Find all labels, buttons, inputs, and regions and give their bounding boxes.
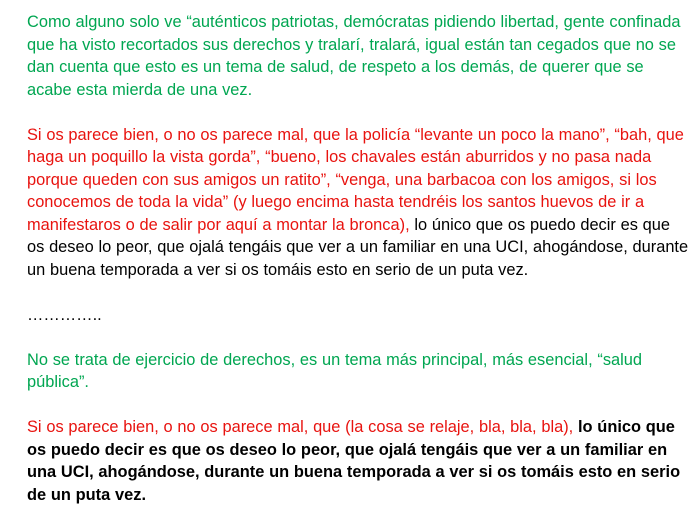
paragraph-police-red-text: Si os parece bien, o no os parece mal, que la policía “levante un poco la mano”, “bah, que haga un poquillo la vista gorda”, “bueno, los chavales están aburridos y no pasa nada porque queden con sus amigos un ratito”, “venga, una barbacoa con los amigos, si los conocemos de toda la vida” (y luego encima hasta tendréis los santos huevos de ir a manifestaros o de salir por aquí a montar la bronca), [27,125,684,234]
paragraph-closing [27,416,690,506]
paragraph-police-black-text: lo único que os puedo decir es que os deseo lo peor, que ojalá tengáis que ver a un familiar en una UCI, ahogándose, durante un buena temporada a ver si os tomáis esto en serio de un puta vez. [27,215,689,279]
paragraph-closing-red-text: Si os parece bien, o no os parece mal, que (la cosa se relaje, bla, bla, bla), [27,418,574,436]
document-body [27,11,690,529]
paragraph-intro: Como alguno solo ve “auténticos patriotas, demócratas pidiendo libertad, gente confinada que ha visto recortados sus derechos y tralarí, tralará, igual están tan cegados que no se dan cuenta que esto es un tema de salud, de respeto a los demás, de querer que se acabe esta mierda de una vez. [27,13,681,99]
separator-dots: ………….. [27,305,102,324]
paragraph-closing-bold-text: lo único que os puedo decir es que os deseo lo peor, que ojalá tengáis que ver a un familiar en una UCI, ahogándose, durante un buena temporada a ver si os tomáis esto en serio de un puta vez. [27,418,681,504]
paragraph-public-health: No se trata de ejercicio de derechos, es un tema más principal, más esencial, “salud pública”. [27,350,643,391]
paragraph-police [27,124,690,282]
